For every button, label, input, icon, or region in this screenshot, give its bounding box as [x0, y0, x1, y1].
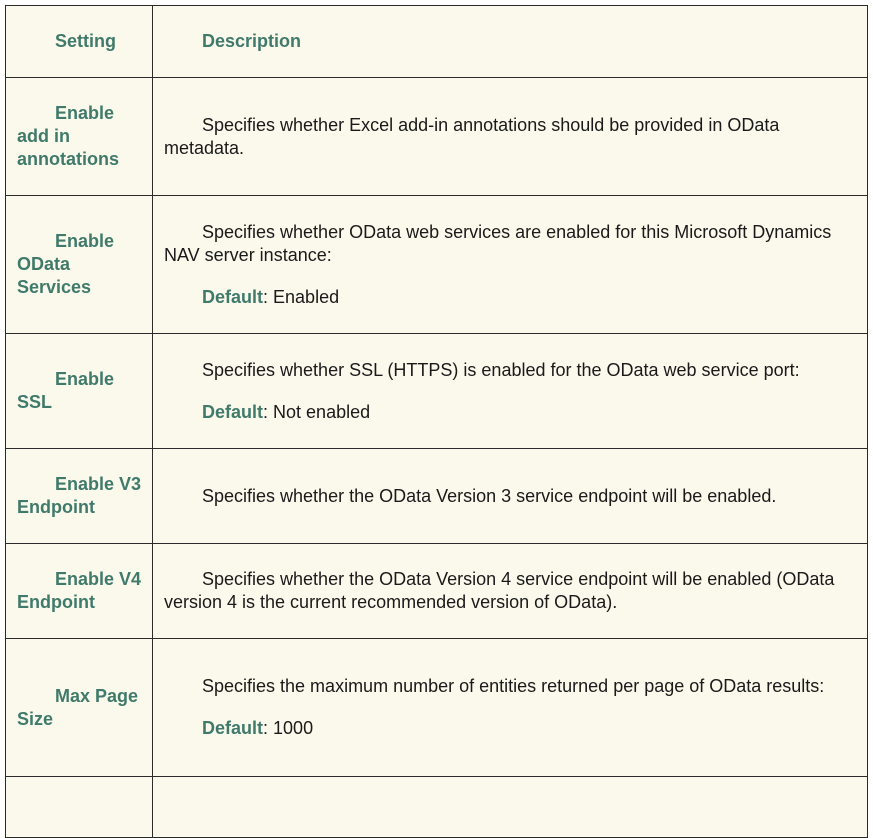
setting-description: Specifies whether the OData Version 3 service endpoint will be enabled. [202, 485, 777, 506]
setting-description-cell [153, 449, 868, 544]
setting-description: Specifies whether SSL (HTTPS) is enabled for the OData web service port: [202, 359, 800, 380]
setting-description: Specifies the maximum number of entities returned per page of OData results: [202, 676, 825, 696]
table-row [6, 544, 868, 639]
description-column-header-label: Description [202, 31, 302, 51]
table-row [6, 449, 868, 544]
settings-table-container [5, 5, 867, 838]
setting-name: Enable SSL [6, 334, 153, 449]
setting-column-header: Setting [6, 6, 153, 78]
setting-description: Specifies whether the OData Version 4 service endpoint will be enabled (OData version 4 is the current recommended version of OData). [164, 569, 835, 612]
table-row [6, 78, 868, 196]
empty-cell [6, 777, 153, 838]
setting-name: Max Page Size [6, 639, 153, 777]
setting-name: Enable V3 Endpoint [6, 449, 153, 544]
table-row [6, 639, 868, 777]
default-label: Default [202, 286, 264, 307]
default-label: Default [202, 718, 264, 738]
default-value: 1000 [273, 718, 314, 738]
table-row [6, 196, 868, 334]
setting-name: Enable add in annotations [6, 78, 153, 196]
default-value-line: Default: Enabled [202, 286, 340, 307]
empty-cell [153, 777, 868, 838]
setting-description-cell [153, 639, 868, 777]
table-header-row [6, 6, 868, 78]
table-row [6, 334, 868, 449]
odata-settings-table [5, 5, 868, 838]
setting-name: Enable V4 Endpoint [6, 544, 153, 639]
setting-name: Enable OData Services [6, 196, 153, 334]
default-label: Default [202, 401, 264, 422]
setting-description: Specifies whether OData web services are enabled for this Microsoft Dynamics NAV server instance: [164, 221, 832, 265]
setting-description-cell [153, 78, 868, 196]
default-value: Enabled [273, 286, 340, 307]
default-value-line: Default: Not enabled [202, 401, 371, 422]
setting-description-cell [153, 544, 868, 639]
setting-description-cell [153, 334, 868, 449]
setting-description: Specifies whether Excel add-in annotations should be provided in OData metadata. [164, 114, 780, 158]
description-column-header [153, 6, 868, 78]
setting-description-cell [153, 196, 868, 334]
default-value-line: Default: 1000 [202, 718, 314, 738]
default-value: Not enabled [273, 401, 371, 422]
table-row-partial [6, 777, 868, 838]
